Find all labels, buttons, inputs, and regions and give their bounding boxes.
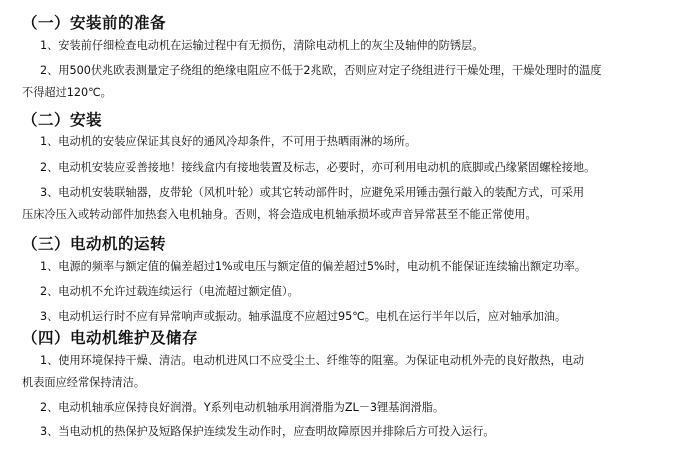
- section-4-paragraph-2: [22, 397, 662, 419]
- section-3-paragraph-2: [22, 281, 662, 303]
- section-3-paragraph-3: [22, 306, 662, 328]
- section-3-paragraph-1: [22, 256, 662, 278]
- text-line: 2、电动机轴承应保持良好润滑。Y系列电动机轴承用润滑脂为ZL－3锂基润滑脂。: [40, 401, 445, 414]
- text-line: 2、电动机安装应妥善接地！接线盒内有接地装置及标志，必要时，亦可利用电动机的底脚或凸缘紧固螺栓接地。: [40, 161, 596, 174]
- section-2-paragraph-2: [22, 157, 662, 179]
- text-line: 不得超过120℃。: [22, 86, 112, 99]
- section-1-paragraph-1: [22, 35, 662, 57]
- text-line: 3、电动机安装联轴器，皮带轮（风机叶轮）或其它转动部件时，应避免采用锤击强行敲入的装配方式，可采用: [40, 186, 585, 199]
- section-3-heading: （三）电动机的运转: [22, 235, 167, 253]
- text-line: 3、电动机运行时不应有异常响声或振动。轴承温度不应超过95℃。电机在运行半年以后，应对轴承加油。: [40, 310, 567, 323]
- text-line: 机表面应经常保持清洁。: [22, 376, 146, 389]
- text-line: 1、电源的频率与额定值的偏差超过1%或电压与额定值的偏差超过5%时，电动机不能保证连续输出额定功率。: [40, 260, 587, 273]
- section-4-paragraph-3: [22, 421, 662, 443]
- text-line: 3、当电动机的热保护及短路保护连续发生动作时，应查明故障原因并排除后方可投入运行。: [40, 425, 495, 438]
- section-4-paragraph-1: [22, 350, 662, 394]
- text-line: 2、用500伏兆欧表测量定子绕组的绝缘电阻应不低于2兆欧，否则应对定子绕组进行干燥处理，干燥处理时的温度: [40, 64, 602, 77]
- text-line: 1、安装前仔细检查电动机在运输过程中有无损伤，清除电动机上的灰尘及轴伸的防锈层。: [40, 39, 484, 52]
- text-line: 2、电动机不允许过载连续运行（电流超过额定值）。: [40, 285, 299, 298]
- section-2-heading: （二）安装: [22, 111, 103, 129]
- section-1-heading: （一）安装前的准备: [22, 14, 167, 32]
- section-2-paragraph-3: [22, 182, 662, 226]
- text-line: 1、电动机的安装应保证其良好的通风冷却条件，不可用于热晒雨淋的场所。: [40, 135, 417, 148]
- section-4-heading: （四）电动机维护及储存: [22, 329, 199, 347]
- section-2-paragraph-1: [22, 131, 662, 153]
- section-1-paragraph-2: [22, 60, 662, 104]
- text-line: 压床冷压入或转动部件加热套入电机轴身。否则，将会造成电机轴承损坏或声音异常甚至不能正常使用。: [22, 208, 537, 221]
- text-line: 1、使用环境保持干燥、清洁。电动机进风口不应受尘土、纤维等的阻塞。为保证电动机外壳的良好散热，电动: [40, 354, 585, 367]
